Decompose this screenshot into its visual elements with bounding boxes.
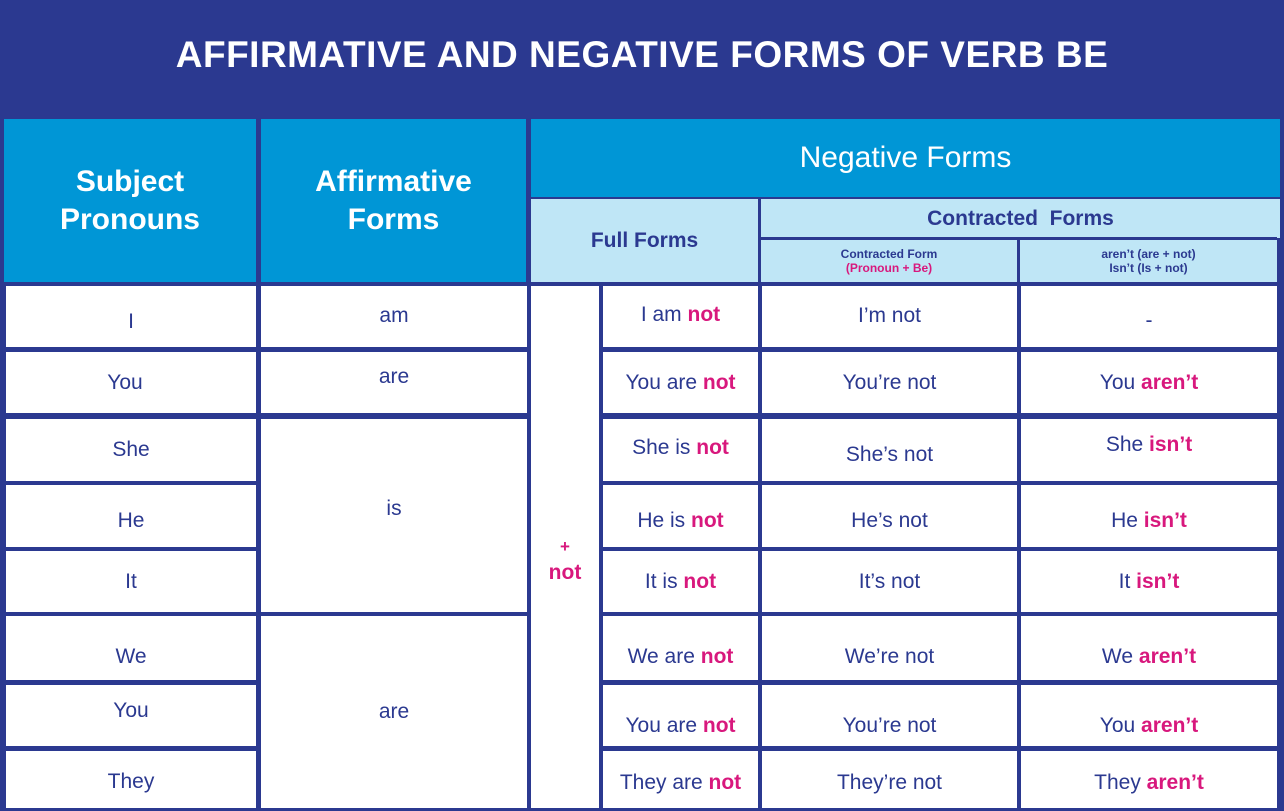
subject-cell	[6, 616, 256, 680]
contracted-not-cell	[1021, 286, 1277, 347]
contracted-not-pre: It	[1118, 569, 1137, 593]
contracted-not-text	[1100, 714, 1198, 738]
subject-text: You	[107, 370, 143, 394]
full-form-not: not	[683, 569, 717, 593]
full-form-not: not	[687, 302, 721, 326]
header-affirmative-line2: Forms	[347, 202, 440, 236]
subject-cell	[6, 751, 256, 808]
subject-text: He	[117, 509, 145, 532]
full-form-cell	[603, 485, 758, 547]
subject-text: You	[113, 698, 149, 722]
full-form-text	[641, 303, 720, 327]
full-form-not: not	[702, 370, 736, 394]
contracted-pronoun-be-cell	[762, 685, 1017, 746]
contracted-pronoun-be-cell	[762, 352, 1017, 413]
contracted-not-word: aren’t	[1141, 370, 1199, 394]
header-contracted-form-pronoun-be	[761, 240, 1017, 282]
subject-cell	[6, 685, 256, 746]
contracted-not-text	[1094, 771, 1204, 795]
header-contracted-forms-label: Contracted Forms	[927, 206, 1114, 230]
subject-cell	[6, 419, 256, 481]
full-form-pre: We are	[627, 645, 701, 668]
contracted-pronoun-be-text: It’s not	[858, 569, 921, 593]
contracted-not-cell	[1021, 685, 1277, 746]
contracted-not-pre: You	[1099, 370, 1142, 394]
contracted-not-text	[1100, 371, 1198, 395]
full-form-cell	[603, 352, 758, 413]
full-form-text	[637, 509, 723, 533]
header-subject-line2: Pronouns	[60, 202, 200, 236]
header-subject-line1: Subject	[75, 164, 185, 198]
contracted-pronoun-be-text: She’s not	[845, 443, 934, 466]
contracted-pronoun-be-text: They’re not	[836, 770, 943, 794]
contracted-not-text	[1102, 645, 1196, 669]
full-form-text	[632, 436, 729, 460]
full-form-pre: He is	[637, 509, 692, 532]
contracted-not-cell	[1021, 751, 1277, 808]
subject-text: I	[128, 309, 134, 333]
contracted-not-cell	[1021, 419, 1277, 481]
full-form-cell	[603, 685, 758, 746]
subject-text: It	[125, 569, 137, 593]
contracted-not-word: aren’t	[1141, 713, 1199, 737]
contracted-not-pre: They	[1094, 770, 1147, 794]
full-form-cell	[603, 551, 758, 612]
full-form-pre: I am	[640, 302, 688, 326]
full-form-text	[628, 645, 734, 669]
contracted-pronoun-be-cell	[762, 419, 1017, 481]
subject-cell	[6, 286, 256, 347]
header-isnt-line: Isn’t (Is + not)	[1109, 261, 1188, 275]
full-form-pre: You are	[625, 370, 703, 394]
contracted-pronoun-be-cell	[762, 751, 1017, 808]
contracted-not-pre: He	[1111, 509, 1144, 532]
header-subject-pronouns	[4, 119, 256, 282]
contracted-not-word: aren’t	[1146, 770, 1204, 794]
full-form-text	[625, 714, 735, 738]
affirmative-cell	[261, 419, 527, 612]
contracted-not-pre: She	[1105, 433, 1150, 456]
plus-sign: +	[560, 537, 570, 556]
full-form-pre: They are	[619, 770, 709, 794]
full-form-not: not	[696, 436, 729, 459]
header-arent-isnt	[1020, 240, 1277, 282]
full-form-pre: She is	[632, 436, 697, 459]
full-form-cell	[603, 419, 758, 481]
not-label: not	[548, 561, 582, 584]
contracted-not-text	[1106, 433, 1192, 457]
title-band	[0, 0, 1284, 116]
contracted-pronoun-be-text: We’re not	[844, 645, 935, 668]
header-affirmative-line1: Affirmative	[315, 164, 472, 198]
header-full-forms-label: Full Forms	[590, 228, 699, 252]
contracted-not-cell	[1021, 551, 1277, 612]
contracted-pronoun-be-cell	[762, 286, 1017, 347]
contracted-not-text	[1146, 309, 1153, 333]
full-form-not: not	[700, 645, 734, 668]
header-full-forms	[531, 199, 758, 282]
contracted-not-word: isn’t	[1149, 433, 1193, 456]
affirmative-cell	[261, 286, 527, 347]
contracted-pronoun-be-cell	[762, 616, 1017, 680]
contracted-pronoun-be-text: I’m not	[857, 303, 922, 327]
contracted-not-cell	[1021, 352, 1277, 413]
contracted-not-pre: -	[1145, 308, 1153, 332]
subject-text: We	[115, 645, 147, 668]
full-form-not: not	[702, 713, 736, 737]
header-negative-forms	[531, 119, 1280, 197]
header-arent-line: aren’t (are + not)	[1101, 247, 1196, 261]
header-contracted-form-line1: Contracted Form	[840, 247, 938, 261]
contracted-not-cell	[1021, 616, 1277, 680]
affirmative-text: is	[386, 496, 402, 520]
header-negative-label: Negative Forms	[799, 141, 1012, 174]
affirmative-cell	[261, 616, 527, 808]
contracted-pronoun-be-text: He’s not	[851, 509, 928, 532]
subject-text: She	[112, 438, 150, 461]
full-form-pre: You are	[625, 713, 703, 737]
contracted-not-word: isn’t	[1143, 509, 1187, 532]
contracted-pronoun-be-text: You’re not	[842, 370, 937, 394]
header-contracted-forms	[761, 199, 1280, 238]
full-form-pre: It is	[644, 569, 684, 593]
affirmative-cell	[261, 352, 527, 413]
subject-text: They	[107, 769, 155, 793]
contracted-not-cell	[1021, 485, 1277, 547]
subject-cell	[6, 485, 256, 547]
affirmative-text: are	[378, 364, 410, 388]
affirmative-text: are	[378, 700, 410, 723]
full-form-text	[625, 371, 735, 395]
full-form-cell	[603, 286, 758, 347]
header-affirmative-forms	[261, 119, 526, 282]
subject-cell	[6, 551, 256, 612]
full-form-not: not	[691, 509, 724, 532]
full-form-not: not	[708, 770, 742, 794]
contracted-not-pre: We	[1101, 645, 1139, 668]
contracted-not-pre: You	[1099, 713, 1142, 737]
contracted-not-text	[1111, 509, 1187, 533]
contracted-not-word: isn’t	[1136, 569, 1180, 593]
header-contracted-form-line2: (Pronoun + Be)	[845, 261, 933, 275]
contracted-pronoun-be-cell	[762, 485, 1017, 547]
page-title: AFFIRMATIVE AND NEGATIVE FORMS OF VERB BE	[175, 34, 1109, 75]
subject-cell	[6, 352, 256, 413]
full-form-cell	[603, 751, 758, 808]
full-form-text	[620, 771, 741, 795]
full-form-text	[645, 570, 716, 594]
contracted-pronoun-be-text: You’re not	[842, 713, 937, 737]
contracted-not-text	[1119, 570, 1180, 594]
full-form-cell	[603, 616, 758, 680]
plus-not-cell	[531, 286, 599, 808]
contracted-pronoun-be-cell	[762, 551, 1017, 612]
contracted-not-word: aren’t	[1138, 645, 1197, 668]
affirmative-text: am	[379, 303, 409, 327]
